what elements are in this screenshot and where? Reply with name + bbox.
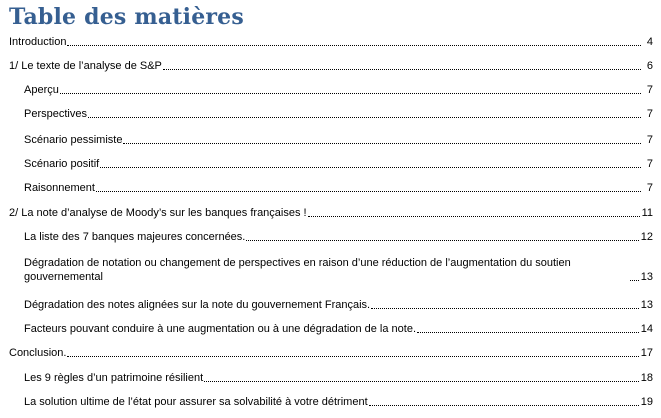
toc-entry-page: 17 (640, 347, 653, 359)
toc-entry-degradation-notes-alignees[interactable] (24, 298, 653, 312)
toc-entry-apercu[interactable] (24, 83, 653, 97)
toc-entry-page: 13 (640, 299, 653, 311)
toc-entry-page: 4 (646, 36, 653, 48)
toc-entry-label: Scénario positif (24, 158, 100, 170)
toc-entry-page: 13 (640, 271, 653, 283)
toc-entry-page: 7 (646, 158, 653, 170)
dot-leader (246, 240, 638, 241)
toc-entry-introduction[interactable] (9, 35, 653, 49)
toc-entry-label: Conclusion. (9, 347, 67, 359)
toc-entry-page: 7 (646, 134, 653, 146)
toc-entry-section-2[interactable] (9, 206, 653, 220)
dot-leader (308, 216, 640, 217)
toc-entry-facteurs[interactable] (24, 322, 653, 336)
dot-leader (60, 93, 641, 94)
toc-entry-page: 12 (640, 231, 653, 243)
dot-leader (88, 117, 641, 118)
toc-entry-page: 11 (641, 207, 653, 219)
toc-title: Table des matières (9, 4, 244, 30)
dot-leader (369, 405, 639, 406)
toc-entry-perspectives[interactable] (24, 107, 653, 121)
dot-leader (67, 45, 641, 46)
dot-leader (123, 143, 641, 144)
toc-entry-label: La solution ultime de l’état pour assurer sa solvabilité à votre détriment (24, 396, 368, 408)
toc-entry-page: 6 (646, 60, 653, 72)
toc-entry-scenario-positif[interactable] (24, 157, 653, 171)
dot-leader (163, 69, 641, 70)
toc-entry-raisonnement[interactable] (24, 181, 653, 195)
toc-entry-regles-patrimoine[interactable] (24, 371, 653, 385)
dot-leader (100, 167, 641, 168)
toc-entry-conclusion[interactable] (9, 346, 653, 360)
toc-entry-label: Introduction (9, 36, 67, 48)
toc-entry-solution-ultime[interactable] (24, 395, 653, 409)
toc-entry-degradation-notation[interactable] (24, 256, 653, 284)
toc-entry-label: Dégradation des notes alignées sur la note du gouvernement Français. (24, 299, 371, 311)
toc-entry-page: 7 (646, 108, 653, 120)
toc-entry-liste-banques[interactable] (24, 230, 653, 244)
dot-leader (96, 191, 641, 192)
toc-entry-page: 7 (646, 182, 653, 194)
toc-entry-label: 1/ Le texte de l’analyse de S&P (9, 60, 162, 72)
toc-entry-scenario-pessimiste[interactable] (24, 133, 653, 147)
toc-entry-label: Facteurs pouvant conduire à une augmentation ou à une dégradation de la note. (24, 323, 417, 335)
toc-entry-label: Aperçu (24, 84, 59, 96)
toc-entry-label: Scénario pessimiste (24, 134, 123, 146)
toc-entry-label: La liste des 7 banques majeures concernées. (24, 231, 246, 243)
toc-entry-label: Dégradation de notation ou changement de perspectives en raison d’une réduction de l’augmentation du soutien gouvernemental (24, 257, 571, 283)
dot-leader (371, 308, 639, 309)
toc-entry-label: Les 9 règles d’un patrimoine résilient (24, 372, 204, 384)
dot-leader (204, 381, 639, 382)
toc-entry-page: 19 (640, 396, 653, 408)
dot-leader (67, 356, 638, 357)
toc-entry-label: Perspectives (24, 108, 87, 120)
toc-entry-label: 2/ La note d’analyse de Moody’s sur les banques françaises ! (9, 207, 307, 219)
toc-entry-page: 14 (640, 323, 653, 335)
dot-leader (417, 332, 639, 333)
toc-entry-page: 18 (640, 372, 653, 384)
dot-leader (630, 280, 639, 281)
toc-entry-section-1[interactable] (9, 59, 653, 73)
toc-entry-label: Raisonnement (24, 182, 95, 194)
toc-entry-page: 7 (646, 84, 653, 96)
